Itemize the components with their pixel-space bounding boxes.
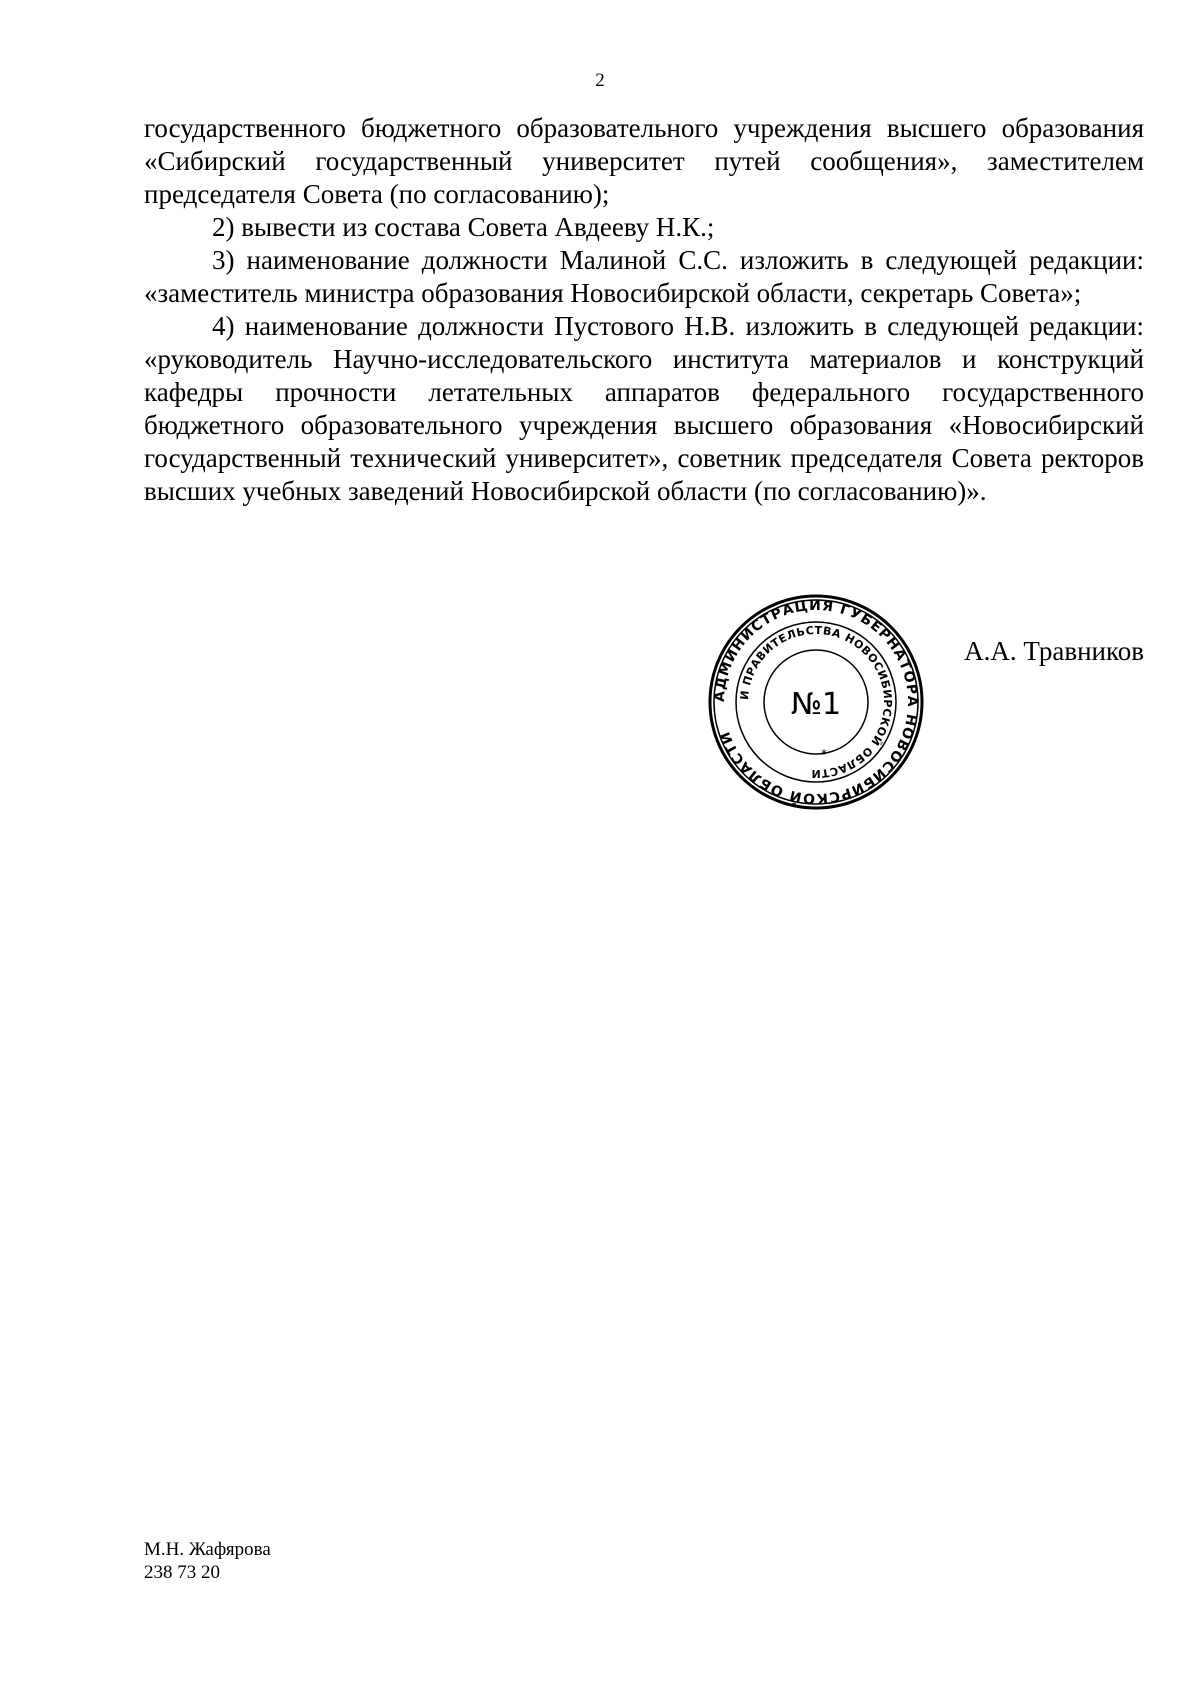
executor-name: М.Н. Жафярова <box>144 1539 271 1560</box>
official-seal-stamp <box>706 592 926 812</box>
seal-number: №1 <box>790 687 842 722</box>
document-body <box>144 112 1144 508</box>
paragraph-item-3: 3) наименование должности Малиной С.С. изложить в следующей редакции: «заместитель министра образования Новосибирской области, секретарь Совета»; <box>144 245 1144 308</box>
seal-outer-text: АДМИНИСТРАЦИЯ ГУБЕРНАТОРА НОВОСИБИРСКОЙ ОБЛАСТИ <box>711 597 921 807</box>
executor-block <box>144 1538 271 1584</box>
page-number: 2 <box>595 70 605 91</box>
seal-inner-text: И ПРАВИТЕЛЬСТВА НОВОСИБИРСКОЙ ОБЛАСТИ <box>737 623 895 781</box>
signer-name: А.А. Травников <box>964 636 1144 666</box>
seal-star-icon: * <box>821 747 827 761</box>
paragraph-item-4: 4) наименование должности Пустового Н.В. изложить в следующей редакции: «руководитель Научно-исследовательского института материалов и конструкций кафедры прочности летательных аппаратов федерального государственного бюджетного образовательного учреждения высшего образования «Новосибирский государственный технический университет», советник председателя Совета ректоров высших учебных заведений Новосибирской области (по согласованию)». <box>144 311 1144 506</box>
paragraph-item-2: 2) вывести из состава Совета Авдееву Н.К.; <box>212 212 715 242</box>
paragraph-continuation: государственного бюджетного образовательного учреждения высшего образования «Сибирский государственный университет путей сообщения», заместителем председателя Совета (по согласованию); <box>144 113 1144 209</box>
executor-phone: 238 73 20 <box>144 1562 220 1583</box>
